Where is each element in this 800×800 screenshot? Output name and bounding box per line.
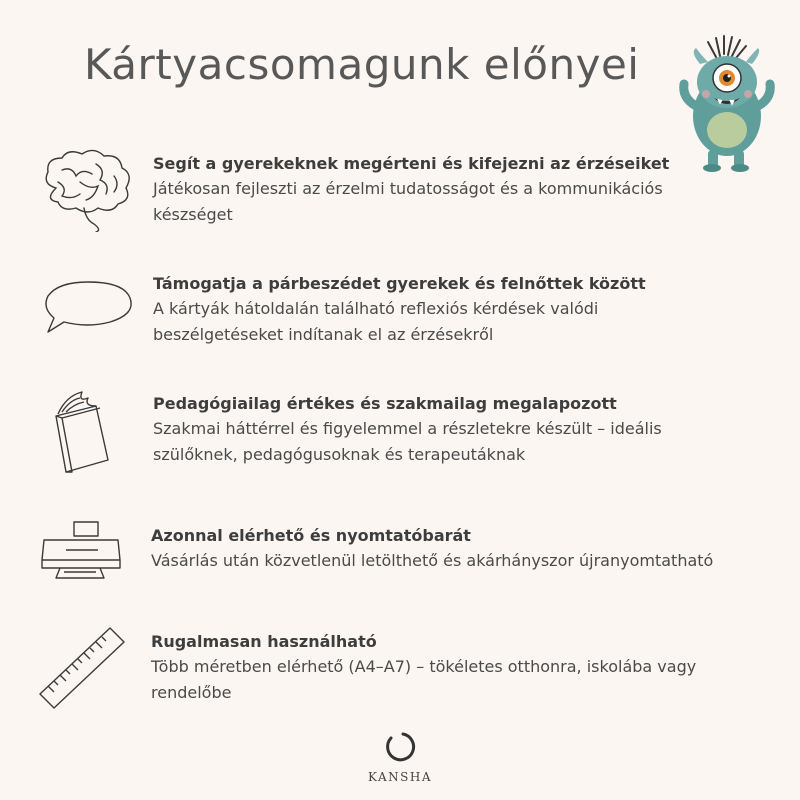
- speech-bubble-icon: [40, 278, 136, 338]
- printer-icon: [40, 520, 124, 582]
- page-title: Kártyacsomagunk előnyei: [84, 40, 640, 89]
- ruler-icon: [38, 626, 128, 710]
- benefit-description: Vásárlás után közvetlenül letölthető és akárhányszor újranyomtatható: [151, 551, 714, 570]
- benefit-description: A kártyák hátoldalán található reflexiós kérdések valódi beszélgetéseket indítanak el az érzésekről: [153, 299, 599, 344]
- brain-icon: [36, 148, 136, 232]
- benefit-title: Rugalmasan használható: [151, 632, 377, 651]
- benefit-description: Játékosan fejleszti az érzelmi tudatosságot és a kommunikációs készséget: [153, 179, 663, 224]
- brand-name: KANSHA: [368, 770, 432, 784]
- benefit-title: Azonnal elérhető és nyomtatóbarát: [151, 526, 471, 545]
- benefit-description: Szakmai háttérrel és figyelemmel a részletekre készült – ideális szülőknek, pedagógusoknak és terapeutáknak: [153, 419, 662, 464]
- brand-logo: [360, 730, 440, 790]
- circle-logo-icon: [383, 730, 417, 764]
- benefit-title: Pedagógiailag értékes és szakmailag megalapozott: [153, 394, 617, 413]
- benefit-title: Segít a gyerekeknek megérteni és kifejezni az érzéseiket: [153, 154, 670, 173]
- benefit-title: Támogatja a párbeszédet gyerekek és felnőttek között: [153, 274, 646, 293]
- benefit-description: Több méretben elérhető (A4–A7) – tökéletes otthonra, iskolába vagy rendelőbe: [151, 657, 697, 702]
- book-icon: [48, 388, 114, 476]
